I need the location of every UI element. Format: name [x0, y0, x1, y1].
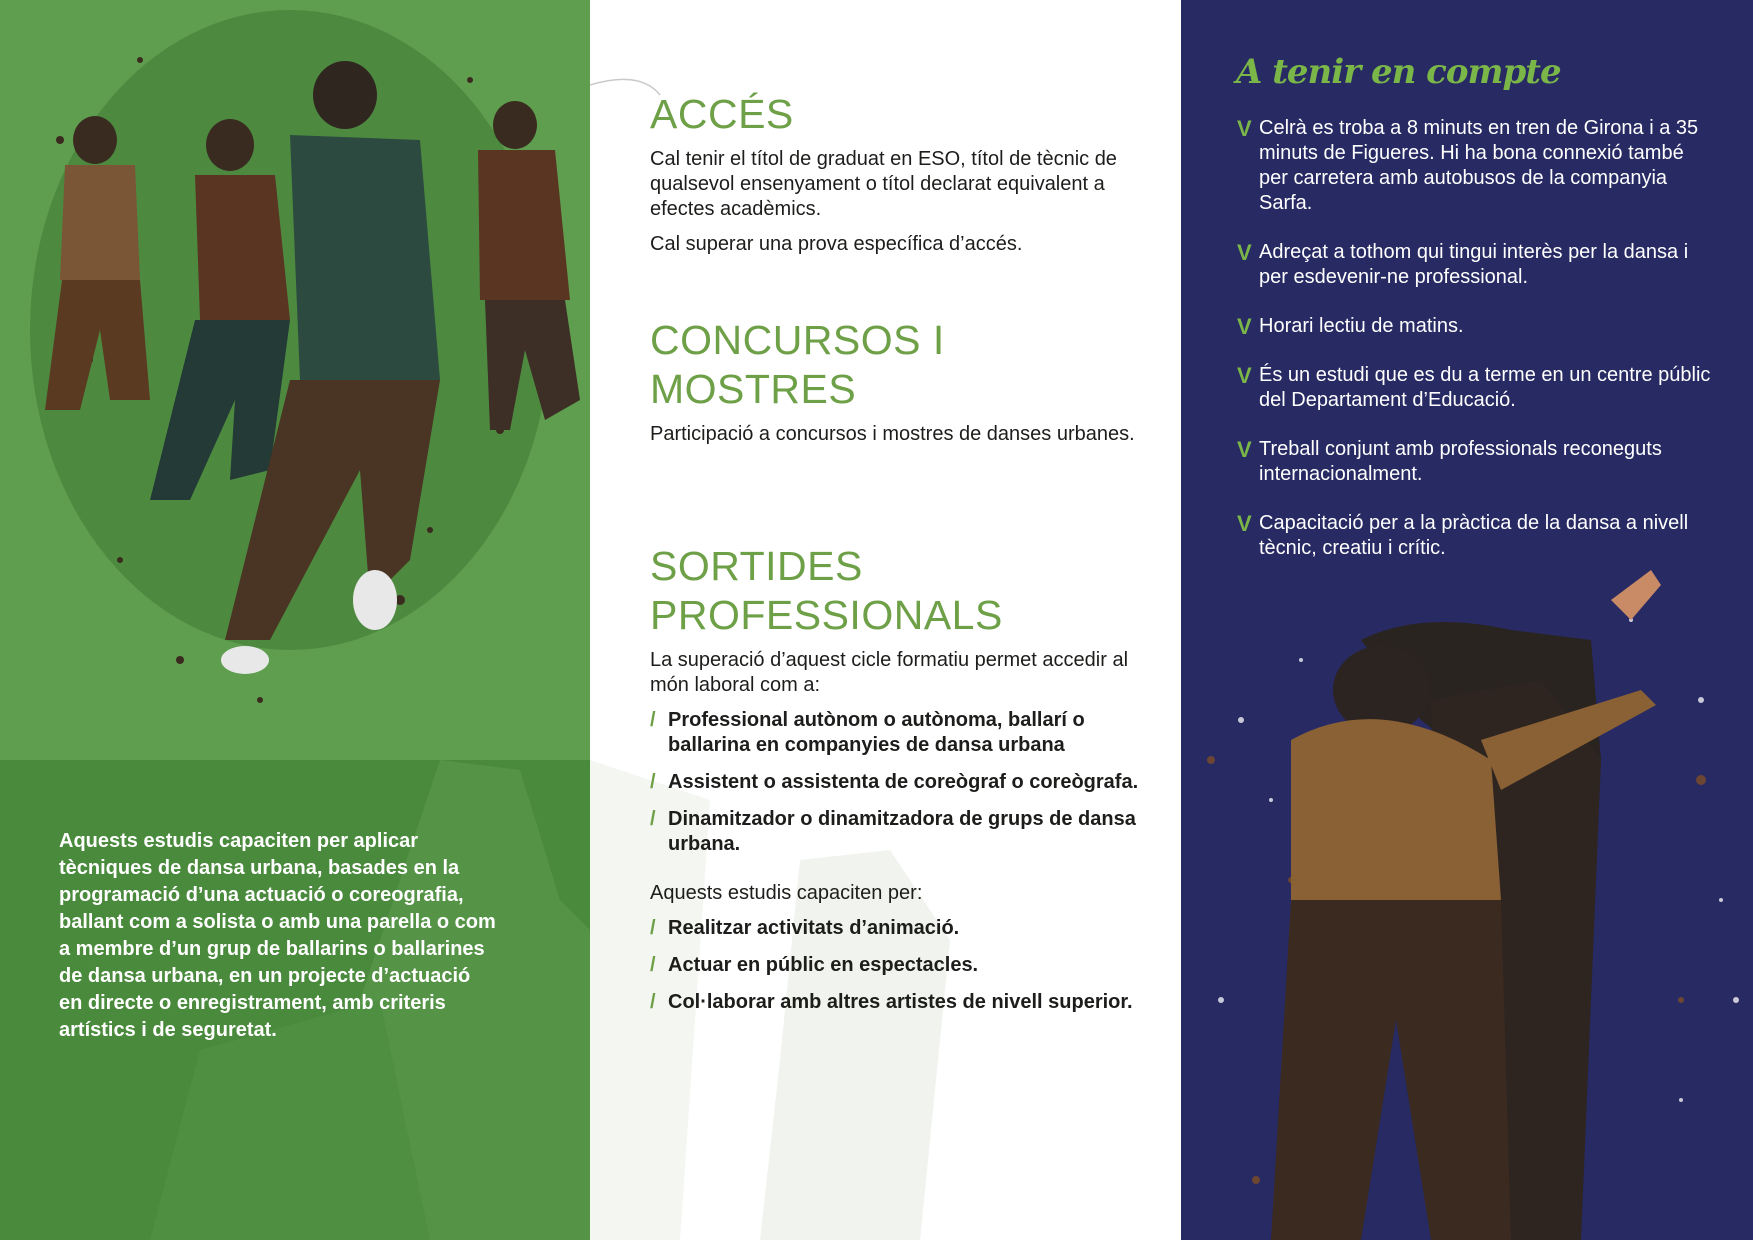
sortides-item — [650, 708, 1150, 758]
check-bullet-icon: V — [1237, 314, 1252, 339]
slash-bullet-icon: / — [650, 954, 656, 976]
capaciten-list — [650, 916, 1150, 1015]
acces-title: ACCÉS — [650, 91, 794, 137]
check-bullet-icon: V — [1237, 116, 1252, 141]
slash-bullet-icon: / — [650, 771, 656, 793]
sortides-item-text: Assistent o assistenta de coreògraf o coreògrafa. — [668, 771, 1139, 793]
tenir-en-compte-title: A tenir en compte — [1236, 52, 1561, 92]
tenir-en-compte-item — [1237, 511, 1717, 561]
capaciten-item — [650, 916, 1150, 941]
sortides-title — [650, 542, 1150, 640]
sortides-title-line-2: PROFESSIONALS — [650, 592, 1003, 638]
capaciten-intro: Aquests estudis capaciten per: — [650, 882, 923, 904]
sortides-item-text: Dinamitzador o dinamitzadora de grups de dansa urbana. — [668, 808, 1136, 855]
left-panel — [0, 0, 590, 1240]
acces-paragraph-1: Cal tenir el títol de graduat en ESO, títol de tècnic de qualsevol ensenyament o títol declarat equivalent a efectes acadèmics. — [650, 148, 1117, 220]
intro-text: Aquests estudis capaciten per aplicar tècniques de dansa urbana, basades en la programació d’una actuació o coreografia, ballant com a solista o amb una parella o com a membre d’un grup de ballarins o ballarines de dansa urbana, en un projecte d’actuació en directe o enregistrament, amb criteris artístics i de seguretat. — [59, 830, 496, 1041]
slash-bullet-icon: / — [650, 709, 656, 731]
capaciten-item-text: Actuar en públic en espectacles. — [668, 954, 979, 976]
sortides-item — [650, 770, 1150, 795]
tenir-en-compte-item — [1237, 314, 1717, 339]
tenir-en-compte-item — [1237, 363, 1717, 413]
capaciten-item-text: Realitzar activitats d’animació. — [668, 917, 960, 939]
tenir-en-compte-item-text: Horari lectiu de matins. — [1259, 315, 1464, 337]
acces-paragraph-2: Cal superar una prova específica d’accés. — [650, 233, 1023, 255]
concursos-title-line-1: CONCURSOS I — [650, 317, 945, 363]
concursos-section — [650, 316, 1150, 457]
check-bullet-icon: V — [1237, 240, 1252, 265]
check-bullet-icon: V — [1237, 437, 1252, 462]
sortides-item-text: Professional autònom o autònoma, ballarí o ballarina en companyies de dansa urbana — [668, 709, 1085, 756]
tenir-en-compte-item-text: Celrà es troba a 8 minuts en tren de Girona i a 35 minuts de Figueres. Hi ha bona connexió també per carretera amb autobusos de la companyia Sarfa. — [1259, 117, 1699, 214]
check-bullet-icon: V — [1237, 363, 1252, 388]
tenir-en-compte-list — [1237, 116, 1717, 585]
middle-panel — [590, 0, 1181, 1240]
check-bullet-icon: V — [1237, 511, 1252, 536]
tenir-en-compte-item-text: Capacitació per a la pràctica de la dansa a nivell tècnic, creatiu i crític. — [1259, 512, 1689, 559]
acces-section — [650, 90, 1150, 267]
dancers-photo-left — [0, 0, 590, 1240]
capaciten-item — [650, 990, 1150, 1015]
sortides-title-line-1: SORTIDES — [650, 543, 863, 589]
concursos-title — [650, 316, 1150, 414]
concursos-paragraph: Participació a concursos i mostres de danses urbanes. — [650, 423, 1135, 445]
concursos-title-line-2: MOSTRES — [650, 366, 857, 412]
capaciten-item-text: Col·laborar amb altres artistes de nivell superior. — [668, 991, 1133, 1013]
sortides-item — [650, 807, 1150, 857]
slash-bullet-icon: / — [650, 808, 656, 830]
tenir-en-compte-item — [1237, 240, 1717, 290]
slash-bullet-icon: / — [650, 991, 656, 1013]
right-panel — [1181, 0, 1753, 1240]
capaciten-item — [650, 953, 1150, 978]
sortides-list — [650, 708, 1150, 857]
sortides-section — [650, 542, 1150, 1027]
tenir-en-compte-item-text: Treball conjunt amb professionals reconeguts internacionalment. — [1259, 438, 1662, 485]
tenir-en-compte-item — [1237, 116, 1717, 216]
tenir-en-compte-item — [1237, 437, 1717, 487]
slash-bullet-icon: / — [650, 917, 656, 939]
sortides-intro: La superació d’aquest cicle formatiu permet accedir al món laboral com a: — [650, 649, 1129, 696]
tenir-en-compte-item-text: Adreçat a tothom qui tingui interès per la dansa i per esdevenir-ne professional. — [1259, 241, 1689, 288]
tenir-en-compte-item-text: És un estudi que es du a terme en un centre públic del Departament d’Educació. — [1259, 364, 1711, 411]
